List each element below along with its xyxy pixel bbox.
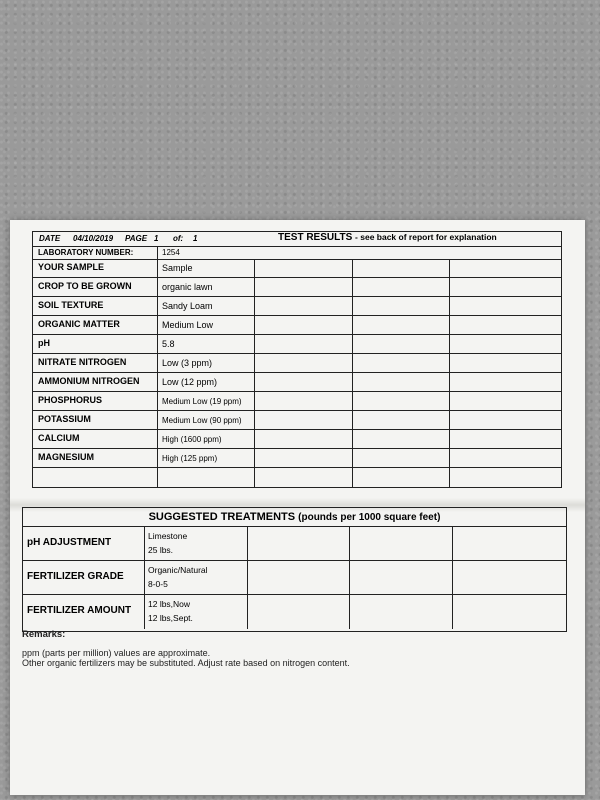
- empty-cell: [255, 316, 353, 334]
- treatment-label: pH ADJUSTMENT: [23, 527, 145, 560]
- result-label: SOIL TEXTURE: [33, 297, 158, 315]
- result-value: High (1600 ppm): [158, 430, 255, 448]
- soil-test-report: [10, 220, 585, 795]
- empty-cell: [453, 595, 568, 629]
- result-row: [33, 411, 561, 430]
- empty-cell: [353, 392, 450, 410]
- result-label: YOUR SAMPLE: [33, 259, 158, 277]
- empty-cell: [450, 335, 563, 353]
- treatment-label: FERTILIZER GRADE: [23, 561, 145, 594]
- treatment-value: [145, 561, 248, 594]
- of-label: of:: [173, 234, 184, 243]
- lab-number-row: [33, 246, 561, 260]
- page-value: 1: [154, 234, 159, 243]
- result-label: POTASSIUM: [33, 411, 158, 429]
- result-row: [33, 392, 561, 411]
- empty-cell: [350, 561, 453, 594]
- empty-cell: [350, 595, 453, 629]
- treatments-title: SUGGESTED TREATMENTS: [148, 511, 296, 523]
- empty-cell: [353, 316, 450, 334]
- empty-cell: [353, 335, 450, 353]
- empty-cell: [255, 411, 353, 429]
- treatments-header: [23, 508, 566, 527]
- results-note: - see back of report for explanation: [355, 232, 497, 242]
- empty-cell: [255, 449, 353, 467]
- empty-cell: [255, 430, 353, 448]
- empty-cell: [453, 527, 568, 560]
- treatment-row: [23, 527, 566, 561]
- test-results-table: [32, 231, 562, 488]
- empty-cell: [255, 259, 353, 277]
- result-label: CROP TO BE GROWN: [33, 278, 158, 296]
- treatment-value-line-2: 25 lbs.: [148, 545, 174, 555]
- result-label: pH: [33, 335, 158, 353]
- empty-cell: [255, 297, 353, 315]
- empty-cell: [255, 335, 353, 353]
- empty-cell: [353, 259, 450, 277]
- empty-cell: [248, 561, 350, 594]
- empty-cell: [248, 527, 350, 560]
- result-value: Medium Low (90 ppm): [158, 411, 255, 429]
- result-value: Sandy Loam: [158, 297, 255, 315]
- empty-cell: [353, 468, 450, 487]
- result-row: [33, 316, 561, 335]
- date-label: DATE: [39, 234, 61, 243]
- treatment-row: [23, 595, 566, 629]
- result-label: AMMONIUM NITROGEN: [33, 373, 158, 391]
- empty-cell: [450, 373, 563, 391]
- of-value: 1: [193, 234, 198, 243]
- result-label: PHOSPHORUS: [33, 392, 158, 410]
- result-label: ORGANIC MATTER: [33, 316, 158, 334]
- result-row: [33, 259, 561, 278]
- empty-cell: [350, 527, 453, 560]
- result-row: [33, 468, 561, 487]
- result-value: Medium Low (19 ppm): [158, 392, 255, 410]
- result-row: [33, 430, 561, 449]
- treatment-value-line-1: 12 lbs,Now: [148, 599, 191, 609]
- empty-cell: [353, 373, 450, 391]
- result-value: High (125 ppm): [158, 449, 255, 467]
- results-title: [278, 232, 497, 243]
- result-value: Low (12 ppm): [158, 373, 255, 391]
- empty-cell: [255, 392, 353, 410]
- result-row: [33, 373, 561, 392]
- result-value: Sample: [158, 259, 255, 277]
- lab-number-label: LABORATORY NUMBER:: [33, 246, 158, 259]
- result-row: [33, 354, 561, 373]
- result-value: 5.8: [158, 335, 255, 353]
- remarks-section: [22, 630, 350, 668]
- treatment-value-line-2: 12 lbs,Sept.: [148, 613, 193, 623]
- result-row: [33, 449, 561, 468]
- report-header: [33, 232, 561, 247]
- page-label: PAGE: [125, 234, 148, 243]
- results-title-text: TEST RESULTS: [278, 232, 353, 243]
- result-label: CALCIUM: [33, 430, 158, 448]
- empty-cell: [353, 297, 450, 315]
- treatment-value: [145, 595, 248, 629]
- empty-cell: [450, 392, 563, 410]
- result-label: [33, 468, 158, 487]
- date-value: 04/10/2019: [73, 234, 114, 243]
- remarks-line-1: ppm (parts per million) values are approximate.: [22, 648, 211, 658]
- result-row: [33, 297, 561, 316]
- empty-cell: [353, 430, 450, 448]
- empty-cell: [450, 278, 563, 296]
- empty-cell: [450, 411, 563, 429]
- empty-cell: [450, 259, 563, 277]
- empty-cell: [255, 373, 353, 391]
- empty-cell: [453, 561, 568, 594]
- empty-cell: [255, 278, 353, 296]
- empty-cell: [255, 354, 353, 372]
- result-row: [33, 278, 561, 297]
- empty-cell: [450, 449, 563, 467]
- empty-cell: [450, 354, 563, 372]
- treatments-subtitle: (pounds per 1000 square feet): [298, 512, 441, 523]
- result-value: Low (3 ppm): [158, 354, 255, 372]
- remarks-line-2: Other organic fertilizers may be substituted. Adjust rate based on nitrogen content.: [22, 658, 350, 668]
- suggested-treatments-table: [22, 507, 567, 632]
- empty-cell: [353, 449, 450, 467]
- treatment-value: [145, 527, 248, 560]
- empty-cell: [353, 278, 450, 296]
- empty-cell: [248, 595, 350, 629]
- empty-cell: [450, 430, 563, 448]
- empty-cell: [353, 354, 450, 372]
- result-value: Medium Low: [158, 316, 255, 334]
- empty-cell: [450, 468, 563, 487]
- result-label: MAGNESIUM: [33, 449, 158, 467]
- treatment-value-line-1: Organic/Natural: [148, 565, 208, 575]
- empty-cell: [450, 297, 563, 315]
- remarks-title: Remarks:: [22, 629, 66, 640]
- treatment-label: FERTILIZER AMOUNT: [23, 595, 145, 629]
- treatment-row: [23, 561, 566, 595]
- result-label: NITRATE NITROGEN: [33, 354, 158, 372]
- result-row: [33, 335, 561, 354]
- lab-number-value: 1254: [162, 248, 180, 257]
- empty-cell: [450, 316, 563, 334]
- result-value: organic lawn: [158, 278, 255, 296]
- result-value: [158, 468, 255, 487]
- empty-cell: [255, 468, 353, 487]
- empty-cell: [353, 411, 450, 429]
- treatment-value-line-2: 8-0-5: [148, 579, 168, 589]
- treatment-value-line-1: Limestone: [148, 531, 188, 541]
